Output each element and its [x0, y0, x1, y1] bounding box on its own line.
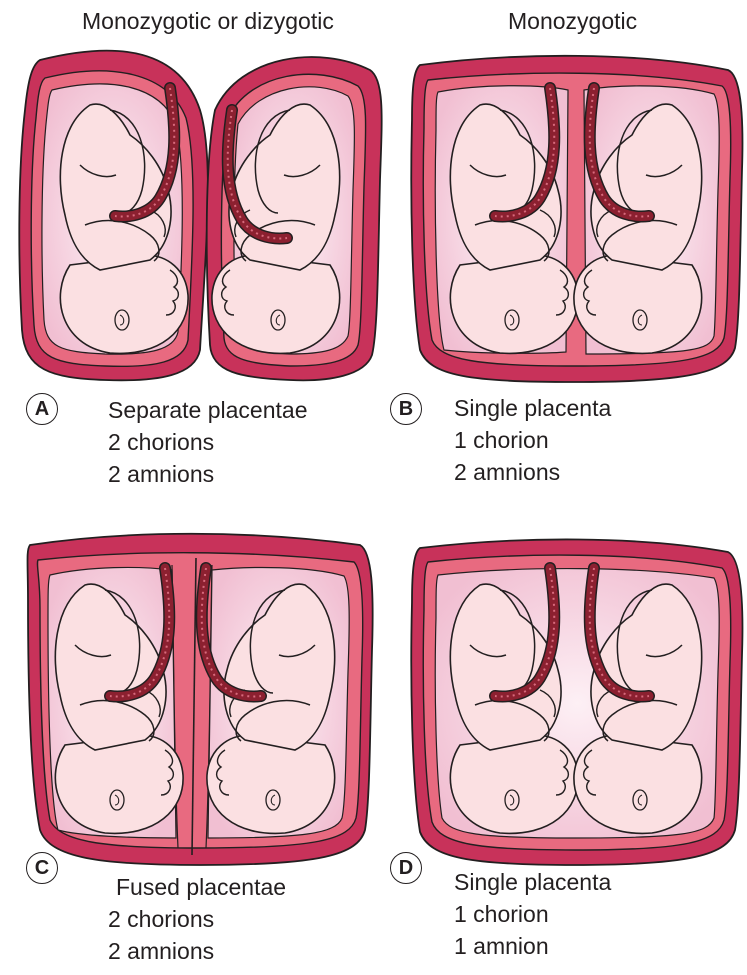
- panel-c-caption: [108, 871, 286, 967]
- caption-line: Single placenta: [454, 395, 612, 421]
- panel-a-label: A: [26, 393, 58, 425]
- panel-a-caption: [108, 394, 308, 490]
- caption-line: 1 chorion: [454, 427, 549, 453]
- caption-line: 2 amnions: [108, 938, 215, 964]
- panel-d-illustration: [411, 539, 742, 865]
- panel-b-caption: [454, 392, 611, 488]
- panel-b-illustration: [411, 56, 742, 382]
- panel-b-label: B: [390, 393, 422, 425]
- caption-line: 1 amnion: [454, 933, 549, 959]
- panel-c-illustration: [28, 534, 373, 865]
- caption-line: Single placenta: [454, 869, 612, 895]
- caption-line: 2 amnions: [454, 459, 561, 485]
- panel-c-label: C: [26, 852, 58, 884]
- caption-line: 2 chorions: [108, 429, 215, 455]
- caption-line: 2 chorions: [108, 906, 215, 932]
- caption-line: 2 amnions: [108, 461, 215, 487]
- caption-line: 1 chorion: [454, 901, 549, 927]
- panel-d-label: D: [390, 852, 422, 884]
- panel-d-caption: [454, 866, 611, 962]
- column-title-right: Monozygotic: [508, 8, 638, 34]
- caption-line: Fused placentae: [116, 874, 287, 900]
- column-title-left: Monozygotic or dizygotic: [82, 8, 334, 34]
- panel-a-illustration: [19, 51, 381, 381]
- caption-line: Separate placentae: [108, 397, 308, 423]
